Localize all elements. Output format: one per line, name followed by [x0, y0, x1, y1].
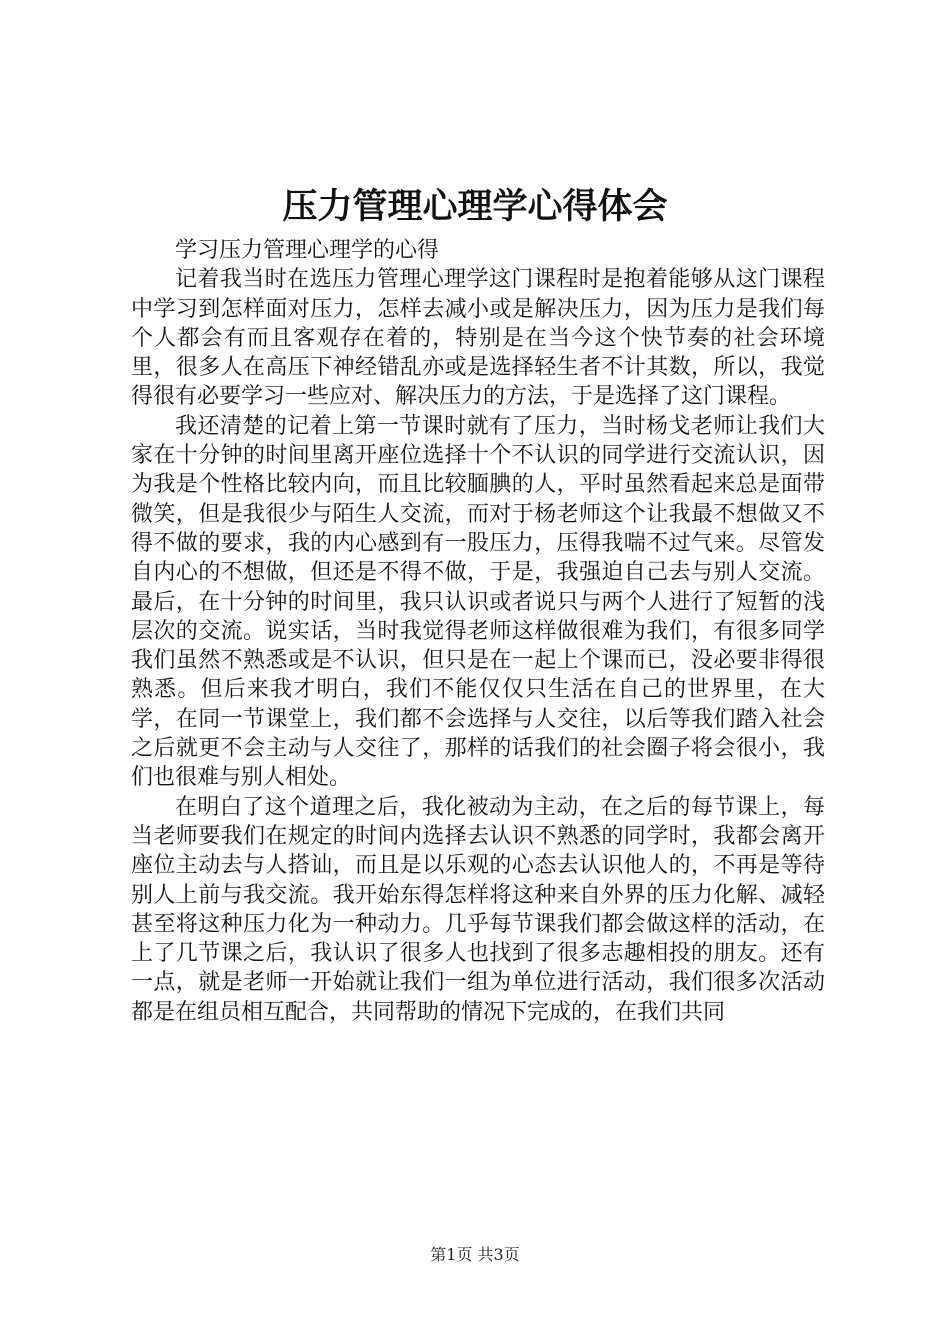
document-title: 压力管理心理学心得体会 [282, 186, 668, 227]
page-number-footer: 第1页 共3页 [430, 1245, 520, 1264]
document-body [131, 236, 825, 1027]
paragraph-2: 我还清楚的记着上第一节课时就有了压力，当时杨戈老师让我们大家在十分钟的时间里离开座位选择十个不认识的同学进行交流认识，因为我是个性格比较内向，而且比较腼腆的人，平时虽然看起来总是面带微笑，但是我很少与陌生人交流，而对于杨老师这个让我最不想做又不得不做的要求，我的内心感到有一股压力，压得我喘不过气来。尽管发自内心的不想做，但还是不得不做，于是，我强迫自己去与别人交流。最后，在十分钟的时间里，我只认识或者说只与两个人进行了短暂的浅层次的交流。说实话，当时我觉得老师这样做很难为我们，有很多同学我们虽然不熟悉或是不认识，但只是在一起上个课而已，没必要非得很熟悉。但后来我才明白，我们不能仅仅只生活在自己的世界里，在大学，在同一节课堂上，我们都不会选择与人交往，以后等我们踏入社会之后就更不会主动与人交往了，那样的话我们的社会圈子将会很小，我们也很难与别人相处。 [131, 413, 825, 791]
paragraph-1: 记着我当时在选压力管理心理学这门课程时是抱着能够从这门课程中学习到怎样面对压力，怎样去减小或是解决压力，因为压力是我们每个人都会有而且客观存在着的，特别是在当今这个快节奏的社会环境里，很多人在高压下神经错乱亦或是选择轻生者不计其数，所以，我觉得很有必要学习一些应对、解决压力的方法，于是选择了这门课程。 [131, 267, 825, 410]
document-subtitle: 学习压力管理心理学的心得 [175, 238, 440, 263]
paragraph-3: 在明白了这个道理之后，我化被动为主动，在之后的每节课上，每当老师要我们在规定的时间内选择去认识不熟悉的同学时，我都会离开座位主动去与人搭讪，而且是以乐观的心态去认识他人的，不再是等待别人上前与我交流。我开始东得怎样将这种来自外界的压力化解、减轻甚至将这种压力化为一种动力。几乎每节课我们都会做这样的活动，在上了几节课之后，我认识了很多人也找到了很多志趣相投的朋友。还有一点，就是老师一开始就让我们一组为单位进行活动，我们很多次活动都是在组员相互配合，共同帮助的情况下完成的，在我们共同 [131, 794, 825, 1025]
